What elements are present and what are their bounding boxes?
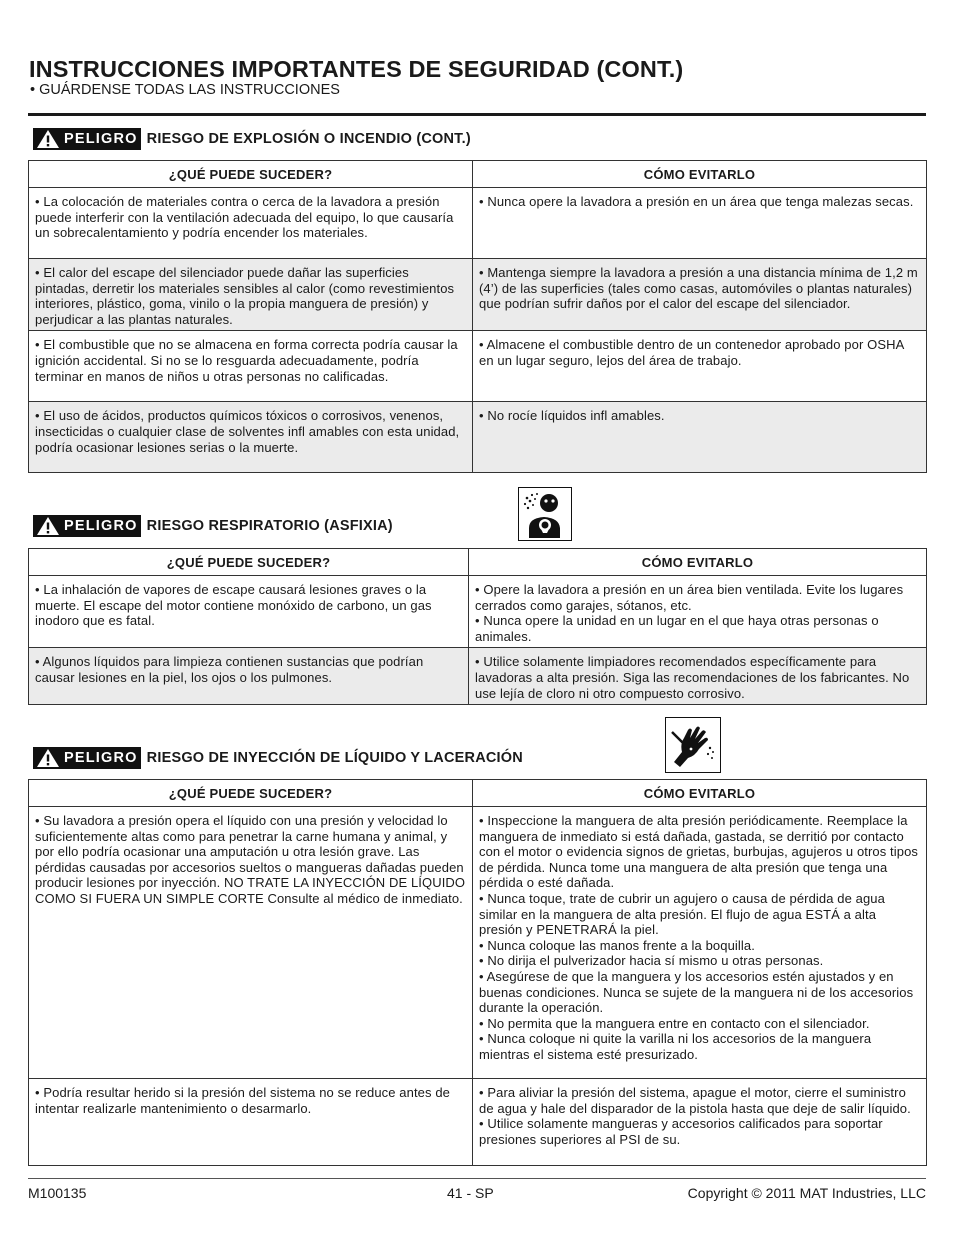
what-cell: • El calor del escape del silenciador puede dañar las superficies pintadas, derretir los materiales sensibles al calor (como revestimientos interiores, plástico, goma, vinilo o la propia manguera de presión) y perjudicar a las plantas naturales.: [29, 259, 473, 331]
how-cell: • Mantenga siempre la lavadora a presión a una distancia mínima de 1,2 m (4’) de las superficies (tales como casas, automóviles o plantas naturales) que podrían sufrir daños por el calor del escape del silenciador.: [473, 259, 927, 331]
how-cell: • Almacene el combustible dentro de un contenedor aprobado por OSHA en un lugar seguro, lejos del área de trabajo.: [473, 331, 927, 402]
title-divider: [28, 113, 926, 116]
footer-doc-number: M100135: [28, 1185, 87, 1201]
how-cell: • Opere la lavadora a presión en un área bien ventilada. Evite los lugares cerrados como garajes, sótanos, etc. • Nunca opere la unidad en un lugar en el que haya otras personas o animales.: [469, 576, 927, 648]
how-cell: • Nunca opere la lavadora a presión en un área que tenga malezas secas.: [473, 188, 927, 259]
table-row: [29, 576, 927, 648]
section-header: [33, 128, 471, 150]
footer-divider: [28, 1178, 926, 1179]
danger-badge: PELIGRO: [33, 515, 141, 537]
table-row: [29, 402, 927, 473]
warning-triangle-icon: [36, 748, 60, 768]
what-cell: • Su lavadora a presión opera el líquido con una presión y velocidad lo suficientemente altas como para penetrar la carne humana y animal, y por ello podría ocasionar una amputación u otra lesión grave. Las pérdidas causadas por accesorios sueltos o mangueras dañadas pueden producir lesiones por inyección. NO TRATE LA INYECCIÓN DE LÍQUIDO COMO SI FUERA UN SIMPLE CORTE Consulte al médico de inmediato.: [29, 807, 473, 1079]
table-row: [29, 259, 927, 331]
what-cell: • La inhalación de vapores de escape causará lesiones graves o la muerte. El escape del motor contiene monóxido de carbono, un gas inodoro que es fatal.: [29, 576, 469, 648]
injection-hazard-icon: [665, 717, 721, 773]
table-row: [29, 807, 927, 1079]
danger-badge: PELIGRO: [33, 128, 141, 150]
how-cell: • Inspeccione la manguera de alta presión periódicamente. Reemplace la manguera de inmediato si está dañada, gastada, se derritió por contacto con el motor o evidencia signos de grietas, burbujas, agujeros u otros tipos de pérdida. Nunca tome una manguera de alta presión que tenga una pérdida o esté dañada. • Nunca toque, trate de cubrir un agujero o causa de pérdida de agua similar en la manguera de alta presión. El flujo de agua ESTÁ a alta presión y PENETRARÁ la piel. • Nunca coloque las manos frente a la boquilla. • No dirija el pulverizador hacia sí mismo u otras personas. • Asegúrese de que la manguera y los accesorios estén ajustados y en buenas condiciones. Nunca se sujete de la manguera ni de los accesorios durante la operación. • No permita que la manguera entre en contacto con el silenciador. • Nunca coloque ni quite la varilla ni los accesorios de la manguera mientras el sistema esté presurizado.: [473, 807, 927, 1079]
column-header-how: CÓMO EVITARLO: [473, 780, 927, 807]
table-row: [29, 648, 927, 705]
table-header-row: [29, 549, 927, 576]
safety-table: [28, 160, 927, 473]
warning-triangle-icon: [36, 129, 60, 149]
footer-page-number: 41 - SP: [447, 1185, 494, 1201]
what-cell: • El uso de ácidos, productos químicos tóxicos o corrosivos, venenos, insecticidas o cualquier clase de solventes infl amables con esta unidad, podría ocasionar lesiones serias o la muerte.: [29, 402, 473, 473]
respiratory-hazard-icon: [518, 487, 572, 541]
danger-badge: PELIGRO: [33, 747, 141, 769]
what-cell: • La colocación de materiales contra o cerca de la lavadora a presión puede interferir con la ventilación adecuada del equipo, lo que causaría un sobrecalentamiento y podría encender los materiales.: [29, 188, 473, 259]
how-cell: • Para aliviar la presión del sistema, apague el motor, cierre el suministro de agua y hale del disparador de la pistola hasta que deje de salir líquido. • Utilice solamente mangueras y accesorios calificados para soportar presiones superiores al PSI de su.: [473, 1079, 927, 1166]
table-row: [29, 188, 927, 259]
section-title: RIESGO DE INYECCIÓN DE LÍQUIDO Y LACERACIÓN: [146, 750, 523, 766]
page-title: INSTRUCCIONES IMPORTANTES DE SEGURIDAD (CONT.): [29, 56, 684, 82]
table-row: [29, 1079, 927, 1166]
page-subtitle: • GUÁRDENSE TODAS LAS INSTRUCCIONES: [30, 82, 340, 98]
safety-table: [28, 548, 927, 705]
what-cell: • Algunos líquidos para limpieza contienen sustancias que podrían causar lesiones en la piel, los ojos o los pulmones.: [29, 648, 469, 705]
what-cell: • El combustible que no se almacena en forma correcta podría causar la ignición accidental. Si no se lo resguarda adecuadamente, podría terminar en manos de niños u otras personas no calificadas.: [29, 331, 473, 402]
column-header-what: ¿QUÉ PUEDE SUCEDER?: [29, 161, 473, 188]
column-header-how: CÓMO EVITARLO: [473, 161, 927, 188]
section-header: [33, 747, 523, 769]
safety-table: [28, 779, 927, 1166]
table-header-row: [29, 780, 927, 807]
table-header-row: [29, 161, 927, 188]
how-cell: • Utilice solamente limpiadores recomendados específicamente para lavadoras a alta presión. Siga las recomendaciones de los fabricantes. No use lejía de cloro ni otro compuesto corrosivo.: [469, 648, 927, 705]
how-cell: • No rocíe líquidos infl amables.: [473, 402, 927, 473]
column-header-what: ¿QUÉ PUEDE SUCEDER?: [29, 780, 473, 807]
warning-triangle-icon: [36, 516, 60, 536]
column-header-what: ¿QUÉ PUEDE SUCEDER?: [29, 549, 469, 576]
section-title: RIESGO RESPIRATORIO (ASFIXIA): [146, 518, 393, 534]
column-header-how: CÓMO EVITARLO: [469, 549, 927, 576]
footer-copyright: Copyright © 2011 MAT Industries, LLC: [687, 1185, 926, 1201]
section-header: [33, 515, 393, 537]
table-row: [29, 331, 927, 402]
what-cell: • Podría resultar herido si la presión del sistema no se reduce antes de intentar realizarle mantenimiento o desarmarlo.: [29, 1079, 473, 1166]
section-title: RIESGO DE EXPLOSIÓN O INCENDIO (CONT.): [146, 131, 471, 147]
